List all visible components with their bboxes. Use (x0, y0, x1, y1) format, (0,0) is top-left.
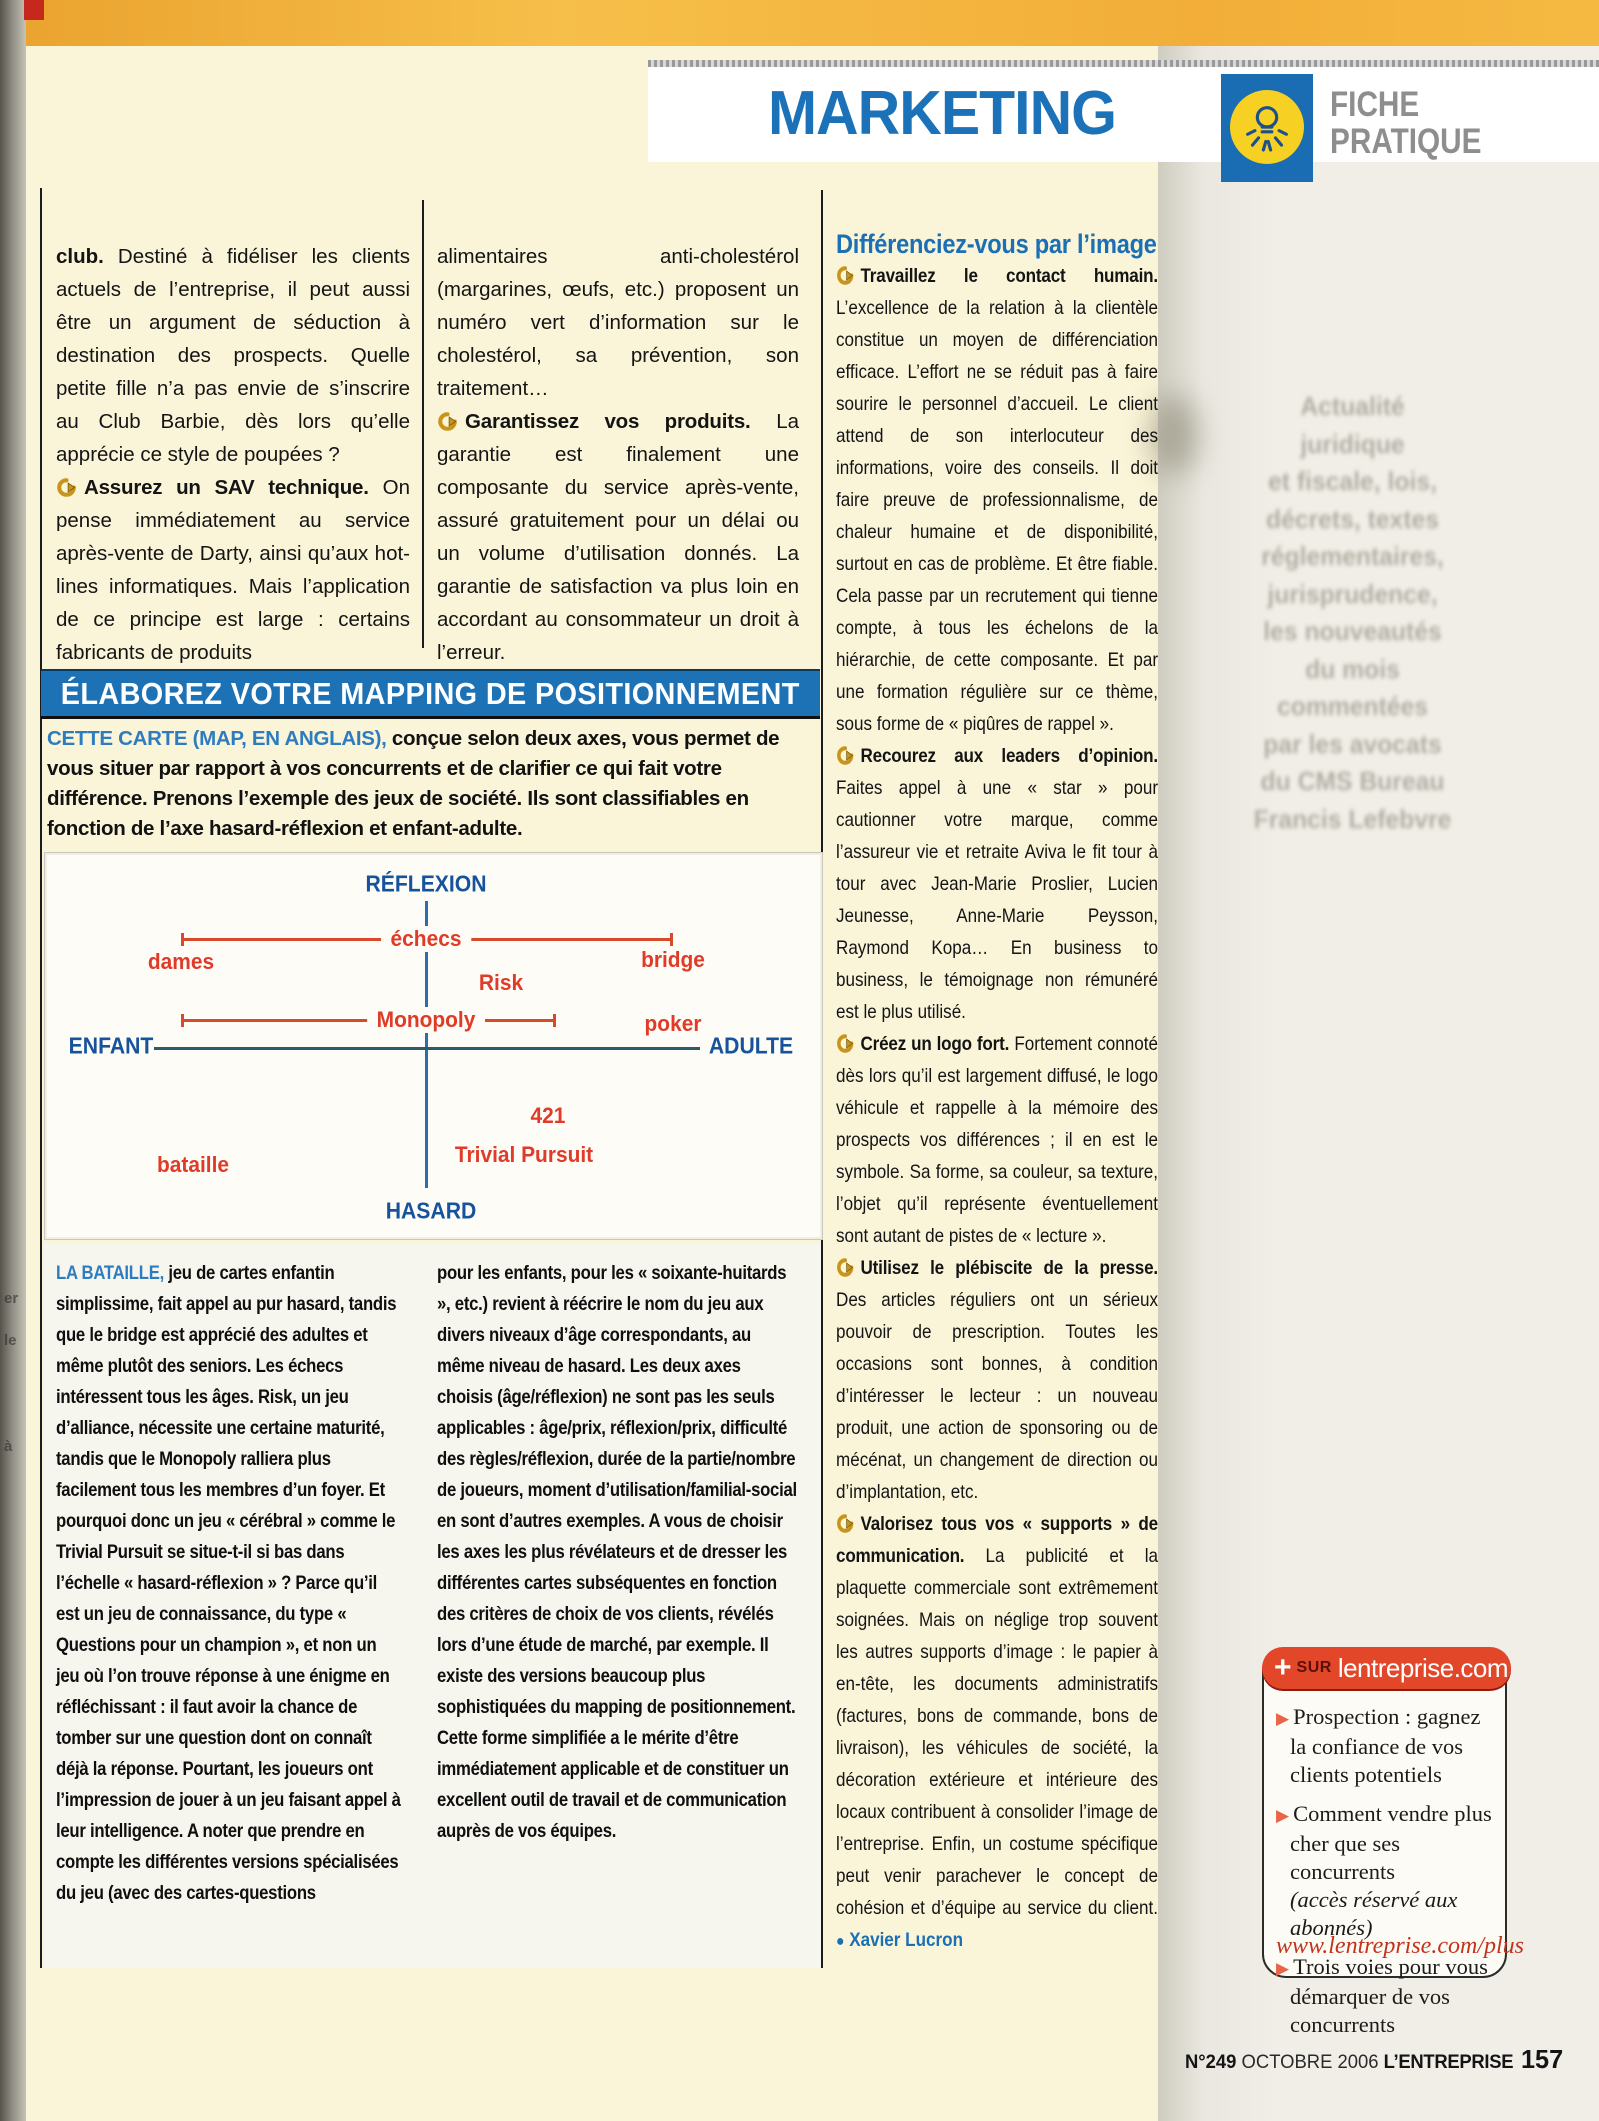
footer-issue: N°249 (1185, 2052, 1237, 2073)
plus-icon: + (1274, 1651, 1292, 1684)
axis-label-right: ADULTE (708, 1032, 794, 1059)
column-1 (56, 240, 410, 669)
ghost-line: jurisprudence, (1267, 578, 1438, 609)
gold-arrow-icon (437, 411, 458, 432)
mapping-banner-title: ÉLABOREZ VOTRE MAPPING DE POSITIONNEMENT (61, 675, 800, 711)
paragraph-body: Faites appel à une « star » pour cautionner votre marque, comme l’assureur vie et retraite Aviva le fit tour à tour avec Jean-Marie Proslier, Lucien Jeunesse, Anne-Marie Peysson, Raymond Kopa… En business to business, le témoignage non rémunéré est le plus utilisé. (836, 777, 1158, 1023)
paragraph-body: Fortement connoté dès lors qu’il est largement diffusé, le logo véhicule et rappelle à la mémoire des prospects vos différences ; il en est le symbole. Sa forme, sa couleur, sa texture, l’objet qu’il représente éventuellement sont autant de pistes de « lecture ». (836, 1033, 1158, 1247)
column-3 (836, 228, 1158, 1958)
ghost-line: juridique (1300, 428, 1405, 459)
lower-lead: LA BATAILLE, (56, 1263, 164, 1284)
section-title: MARKETING (767, 79, 1117, 148)
game-point-trivial-pursuit: Trivial Pursuit (454, 1142, 594, 1167)
ghost-line: Francis Lefebvre (1253, 803, 1452, 834)
gold-arrow-icon (836, 745, 854, 766)
paragraph-lead: club. (56, 245, 104, 268)
paragraph (836, 260, 1158, 740)
bullet-label: Créez un logo fort. (860, 1033, 1010, 1055)
ghost-line: réglementaires, (1261, 541, 1444, 571)
scan-left-edge (0, 0, 26, 2121)
promo-url: www.lentreprise.com/plus (1276, 1933, 1524, 1959)
paragraph (836, 1028, 1158, 1252)
column-2 (437, 240, 799, 669)
ghost-line: décrets, textes (1265, 503, 1439, 534)
paragraph-body: alimentaires anti-cholestérol (margarines, œufs, etc.) proposent un numéro vert d’information sur le cholestérol, sa prévention, son traitement… (437, 245, 799, 400)
fiche-pratique-label (1330, 86, 1482, 160)
top-color-bar (0, 0, 1599, 46)
promo-item (1276, 1703, 1495, 1789)
paragraph-body: Destiné à fidéliser les clients actuels de l’entreprise, il peut aussi être un argument de séduction à destination des prospects. Quelle petite fille n’a pas envie de s’inscrire au Club Barbie, dès lors qu’elle apprécie ce style de poupées ? (56, 245, 410, 466)
gold-arrow-icon (56, 477, 77, 498)
lower-column-mid (437, 1258, 800, 1847)
triangle-bullet-icon: ▶ (1276, 1959, 1290, 1978)
promo-sur-label: SUR (1296, 1659, 1332, 1676)
bullet-label: Assurez un SAV technique. (84, 476, 369, 499)
positioning-map-chart (44, 852, 823, 1240)
edge-artifact: er (4, 1290, 19, 1307)
footer-date: OCTOBRE 2006 (1236, 2052, 1384, 2073)
gold-arrow-icon (836, 265, 854, 286)
fiche-line2: PRATIQUE (1330, 122, 1482, 161)
horizontal-axis (154, 1047, 700, 1050)
bullet-label: Travaillez le contact humain. (860, 265, 1158, 287)
ghost-line: du mois (1305, 653, 1400, 684)
paragraph-body: La garantie est finalement une composante du service après-vente, assuré gratuitement pour un délai ou un volume d’utilisation donnés. La garantie de satisfaction va plus loin en accordant au consommateur un droit à l’erreur. (437, 410, 800, 664)
paragraph (437, 240, 799, 405)
byline-bullet: ● (836, 1933, 845, 1950)
game-point-421: 421 (530, 1103, 566, 1128)
axis-label-top: RÉFLEXION (365, 870, 487, 897)
gold-arrow-icon (836, 1033, 854, 1054)
edge-artifact: à (4, 1438, 13, 1455)
paragraph (56, 471, 410, 669)
fiche-line1: FICHE (1330, 85, 1420, 124)
promo-item-text: Trois voies pour vous démarquer de vos concurrents (1290, 1954, 1488, 2037)
lentreprise-promo-box (1262, 1647, 1524, 2037)
promo-item-note: (accès réservé aux abonnés) (1290, 1887, 1458, 1940)
footer-magazine: L’ENTREPRISE (1383, 2052, 1514, 2073)
fiche-pratique-badge (1221, 74, 1313, 182)
paragraph-body: On pense immédiatement au service après-vente de Darty, ainsi qu’aux hot-lines informatiques. Mais l’application de ce principe est large : certains fabricants de produits (56, 476, 411, 664)
subsection-heading: Différenciez-vous par l’image (836, 229, 1157, 259)
promo-item-list (1264, 1693, 1505, 2050)
game-point-poker: poker (644, 1011, 702, 1036)
ghost-line: du CMS Bureau (1260, 766, 1445, 796)
lower-body: jeu de cartes enfantin simplissime, fait appel au pur hasard, tandis que le bridge est apprécié des adultes et même plutôt des seniors. Les échecs intéressent tous les âges. Risk, un jeu d’alliance, nécessite une certaine maturité, tandis que le Monopoly ralliera plus facilement tous les membres d’un foyer. Et pourquoi donc un jeu « cérébral » comme le Trivial Pursuit se situe-t-il si bas dans l’échelle « hasard-réflexion » ? Parce qu’il est un jeu de connaissance, du type « Questions pour un champion », et non un jeu où l’on trouve réponse à une énigme en réfléchissant : il faut avoir la chance de tomber sur une question dont on connaît déjà la réponse. Pourtant, les joueurs ont l’impression de jouer à un jeu faisant appel à leur intelligence. A noter que prendre en compte les différentes versions spécialisées du jeu (avec des cartes-questions (56, 1263, 401, 1904)
lightbulb-icon (1230, 90, 1304, 164)
paragraph (437, 405, 799, 669)
game-point-bridge: bridge (641, 947, 705, 972)
ghost-line: Actualité (1300, 391, 1405, 421)
bullet-label: Recourez aux leaders d’opinion. (860, 745, 1158, 767)
bullet-label: Garantissez vos produits. (465, 410, 751, 433)
article-left-rule (40, 188, 42, 1968)
triangle-bullet-icon: ▶ (1276, 1709, 1290, 1728)
ghost-line: commentées (1276, 691, 1429, 721)
gold-arrow-icon (836, 1513, 854, 1534)
promo-item-text: Prospection : gagnez la confiance de vos clients potentiels (1290, 1704, 1481, 1787)
paragraph (836, 740, 1158, 1028)
paragraph-body: Des articles réguliers ont un sérieux pouvoir de prescription. Toutes les occasions sont bonnes, à condition d’intéresser le lecteur : un nouveau produit, une action de sponsoring ou de mécénat, un changement de direction ou d’implantation, etc. (836, 1289, 1158, 1503)
paragraph-body: La publicité et la plaquette commerciale sont extrêmement soignées. Mais on néglige trop souvent les autres supports d’image : le papier à en-tête, les documents administratifs (factures, bons de commande, bons de livraison), les véhicules de société, la décoration extérieure et intérieure des locaux contribuent à consolider l’image de l’entreprise. Enfin, un costume spécifique peut venir parachever le concept de cohésion et d’équipe au service du client. (836, 1545, 1158, 1919)
game-point-monopoly: Monopoly (367, 1007, 485, 1033)
promo-item-text: Comment vendre plus cher que ses concurrents (1290, 1801, 1492, 1884)
promo-site-name: lentreprise.com (1337, 1652, 1509, 1683)
edge-artifact: le (4, 1332, 17, 1349)
lower-column-left (56, 1258, 402, 1909)
footer-page-number: 157 (1521, 2044, 1564, 2074)
paragraph-body: L’excellence de la relation à la clientèle constitue un moyen de différenciation efficace. L’effort ne se réduit pas à faire sourire le personnel d’accueil. Le client attend de son interlocuteur des informations, voire des conseils. Il doit faire preuve de professionnalisme, de chaleur humaine et de disponibilité, surtout en cas de problème. Et être fiable. Cela passe par un recrutement qui tienne compte, à tous les échelons de la hiérarchie, de cette composante. Et par une formation régulière sur ce thème, sous forme de « piqûres de rappel ». (836, 297, 1158, 735)
intro-body: conçue selon deux axes, vous permet de vous situer par rapport à vos concurrents et de clarifier ce qui fait votre différence. Prenons l’exemple des jeux de société. Ils sont classifiables en fonction de l’axe hasard-réflexion et enfant-adulte. (47, 727, 780, 840)
mapping-banner (41, 669, 820, 719)
bullet-label: Utilisez le plébiscite de la presse. (860, 1257, 1158, 1279)
axis-label-bottom: HASARD (385, 1197, 477, 1224)
mapping-intro (47, 724, 795, 844)
spine-red-mark (24, 0, 44, 20)
ghost-line: et fiscale, lois, (1268, 466, 1437, 496)
promo-item (1276, 1800, 1495, 1942)
page-footer (1185, 2044, 1563, 2075)
intro-lead: CETTE CARTE (MAP, EN ANGLAIS), (47, 727, 387, 750)
game-point-risk: Risk (478, 970, 524, 995)
gold-arrow-icon (836, 1257, 854, 1278)
axis-label-left: ENFANT (68, 1032, 154, 1059)
game-point-bataille: bataille (156, 1152, 230, 1177)
ghost-line: par les avocats (1263, 728, 1442, 759)
game-point-echecs: échecs (381, 926, 471, 952)
paragraph (836, 1508, 1158, 1958)
column-divider-1 (422, 200, 424, 648)
author-byline: Xavier Lucron (849, 1929, 963, 1951)
promo-header-pill (1262, 1647, 1511, 1689)
paragraph (56, 240, 410, 471)
triangle-bullet-icon: ▶ (1276, 1806, 1290, 1825)
lower-body: pour les enfants, pour les « soixante-huitards », etc.) revient à réécrire le nom du jeu aux divers niveaux d’âge correspondants, au même niveau de hasard. Les deux axes choisis (âge/réflexion) ne sont pas les seuls applicables : âge/prix, réflexion/prix, difficulté des règles/réflexion, durée de la partie/nombre de joueurs, moment d’utilisation/familial-social en sont d’autres exemples. A vous de choisir les axes les plus révélateurs et de dresser les différentes cartes subséquentes en fonction des critères de choix de vos clients, révélés lors d’une étude de marché, par exemple. Il existe des versions beaucoup plus sophistiquées du mapping de positionnement. Cette forme simplifiée a le mérite d’être immédiatement applicable et de constituer un excellent outil de travail et de communication auprès de vos équipes. (437, 1263, 797, 1842)
game-point-dames: dames (147, 949, 215, 974)
header-hatch-border (648, 60, 1599, 67)
bullet-label: Valorisez tous vos « supports » de communication. (836, 1513, 1158, 1567)
paragraph (836, 1252, 1158, 1508)
ghost-line: les nouveautés (1263, 616, 1442, 646)
bleed-through-text (1246, 388, 1460, 838)
promo-item (1276, 1953, 1495, 2039)
